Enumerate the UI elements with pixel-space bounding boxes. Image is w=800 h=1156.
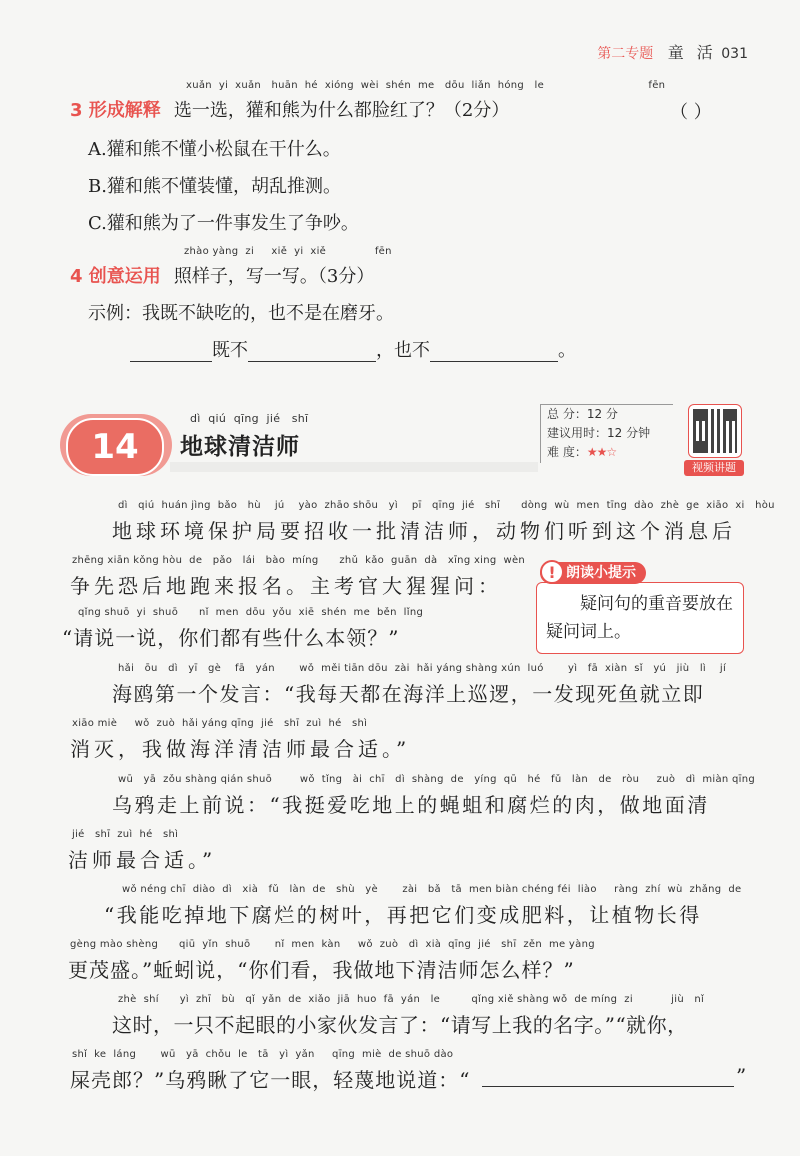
category-label: 童 活 <box>667 43 717 62</box>
q4-question: 照样子，写一写。（3分） <box>173 266 375 287</box>
story-pinyin-6: wū yā zǒu shàng qián shuō wǒ tǐng ài chī dì shàng de yíng qū hé fǔ làn de ròu zuò dì miàn qīng <box>118 774 756 785</box>
q4-blank-1[interactable] <box>130 343 212 362</box>
lesson-number: 14 <box>66 418 164 476</box>
story-line-4: 海鸥第一个发言：“我每天都在海洋上巡逻，一发现死鱼就立即 <box>112 682 705 706</box>
q4-fill-mid1: 既不 <box>212 340 248 361</box>
story-line-8: “我能吃掉地下腐烂的树叶，再把它们变成肥料，让植物长得 <box>104 903 702 927</box>
q4-tag: 4 创意运用 <box>70 266 161 287</box>
story-line-1: 地球环境保护局要招收一批清洁师，动物们听到这个消息后 <box>112 519 736 543</box>
answer-blank-line[interactable] <box>482 1086 734 1087</box>
q3-option-c: C.獾和熊为了一件事发生了争吵。 <box>88 213 359 234</box>
q3-row <box>70 96 509 122</box>
story-pinyin-10: zhè shí yì zhī bù qǐ yǎn de xiǎo jiā huo fā yán le qǐng xiě shàng wǒ de míng zi jiù nǐ <box>118 994 705 1005</box>
story-line-3: “请说一说，你们都有些什么本领？” <box>62 626 400 650</box>
title-underline <box>170 462 538 472</box>
story-pinyin-8: wǒ néng chī diào dì xià fǔ làn de shù yè zài bǎ tā men biàn chéng féi liào ràng zhí wù zhǎng de <box>122 884 742 895</box>
story-pinyin-5: xiāo miè wǒ zuò hǎi yáng qīng jié shī zuì hé shì <box>72 718 368 729</box>
reading-tip-text: 疑问句的重音要放在疑问词上。 <box>546 594 733 642</box>
q4-blank-2[interactable] <box>248 343 376 362</box>
meta-difficulty <box>547 443 673 462</box>
exclamation-icon: ! <box>540 560 564 584</box>
q3-question: 选一选，獾和熊为什么都脸红了？（2分） <box>173 100 510 121</box>
q4-fill-mid2: ，也不 <box>376 340 430 361</box>
page-header <box>597 40 748 63</box>
q3-pinyin: xuǎn yi xuǎn huān hé xióng wèi shén me dōu liǎn hóng le fēn <box>186 80 666 91</box>
lesson-title: 地球清洁师 <box>180 434 300 460</box>
story-pinyin-11: shǐ ke láng wū yā chǒu le tā yì yǎn qīng miè de shuō dào <box>72 1049 454 1060</box>
q4-pinyin: zhào yàng zi xiě yi xiě fēn <box>184 246 392 257</box>
story-pinyin-3: qǐng shuō yi shuō nǐ men dōu yǒu xiē shén me běn lǐng <box>78 607 424 618</box>
qr-code-icon[interactable] <box>688 404 742 458</box>
story-line-2: 争先恐后地跑来报名。主考官大猩猩问： <box>70 574 502 598</box>
q4-row <box>70 262 374 288</box>
video-lesson-label[interactable]: 视频讲题 <box>684 460 744 476</box>
meta-time: 建议用时：12 分钟 <box>547 426 651 440</box>
q3-tag: 3 形成解释 <box>70 100 161 121</box>
q3-option-b: B.獾和熊不懂装懂，胡乱推测。 <box>88 176 341 197</box>
q3-option-a: A.獾和熊不懂小松鼠在干什么。 <box>88 139 341 160</box>
qr-pattern <box>693 409 737 453</box>
meta-difficulty-label: 难 度： <box>547 445 587 459</box>
story-pinyin-1: dì qiú huán jìng bǎo hù jú yào zhāo shōu yì pī qīng jié shī dòng wù men tīng dào zhè ge xiāo xi hòu <box>118 500 775 511</box>
q4-blank-3[interactable] <box>430 343 558 362</box>
lesson-title-pinyin: dì qiú qīng jié shī <box>190 412 309 425</box>
difficulty-stars: ★★☆ <box>586 445 617 459</box>
closing-quote: ” <box>736 1064 751 1088</box>
section-label: 第二专题 <box>597 46 654 62</box>
q4-fill-end: 。 <box>558 340 576 361</box>
page-number: 031 <box>721 46 748 62</box>
story-pinyin-2: zhēng xiān kǒng hòu de pǎo lái bào míng zhǔ kǎo guān dà xīng xing wèn <box>72 555 526 566</box>
story-pinyin-4: hǎi ōu dì yī gè fā yán wǒ měi tiān dōu zài hǎi yáng shàng xún luó yì fā xiàn sǐ yú jiù lì jí <box>118 663 727 674</box>
meta-total: 总 分：12 分 <box>547 407 618 421</box>
q4-fill-row <box>130 336 576 362</box>
story-line-7: 洁师最合适。” <box>68 848 217 872</box>
reading-tip-title: 朗读小提示 <box>540 562 646 584</box>
story-pinyin-7: jié shī zuì hé shì <box>72 829 179 840</box>
story-line-11: 屎壳郎？”乌鸦瞅了它一眼，轻蔑地说道：“ <box>70 1068 471 1092</box>
lesson-meta <box>540 404 673 463</box>
story-line-10: 这时，一只不起眼的小家伙发言了：“请写上我的名字。”“就你， <box>112 1013 688 1037</box>
q3-answer-paren[interactable]: （ ） <box>670 102 712 123</box>
story-line-6: 乌鸦走上前说：“我挺爱吃地上的蝇蛆和腐烂的肉，做地面清 <box>112 793 710 817</box>
story-pinyin-9: gèng mào shèng qiū yǐn shuō nǐ men kàn wǒ zuò dì xià qīng jié shī zěn me yàng <box>70 939 595 950</box>
story-line-9: 更茂盛。”蚯蚓说，“你们看，我做地下清洁师怎么样？” <box>68 958 575 982</box>
q4-example: 示例：我既不缺吃的，也不是在磨牙。 <box>88 303 394 324</box>
story-line-5: 消灭，我做海洋清洁师最合适。” <box>70 737 411 761</box>
